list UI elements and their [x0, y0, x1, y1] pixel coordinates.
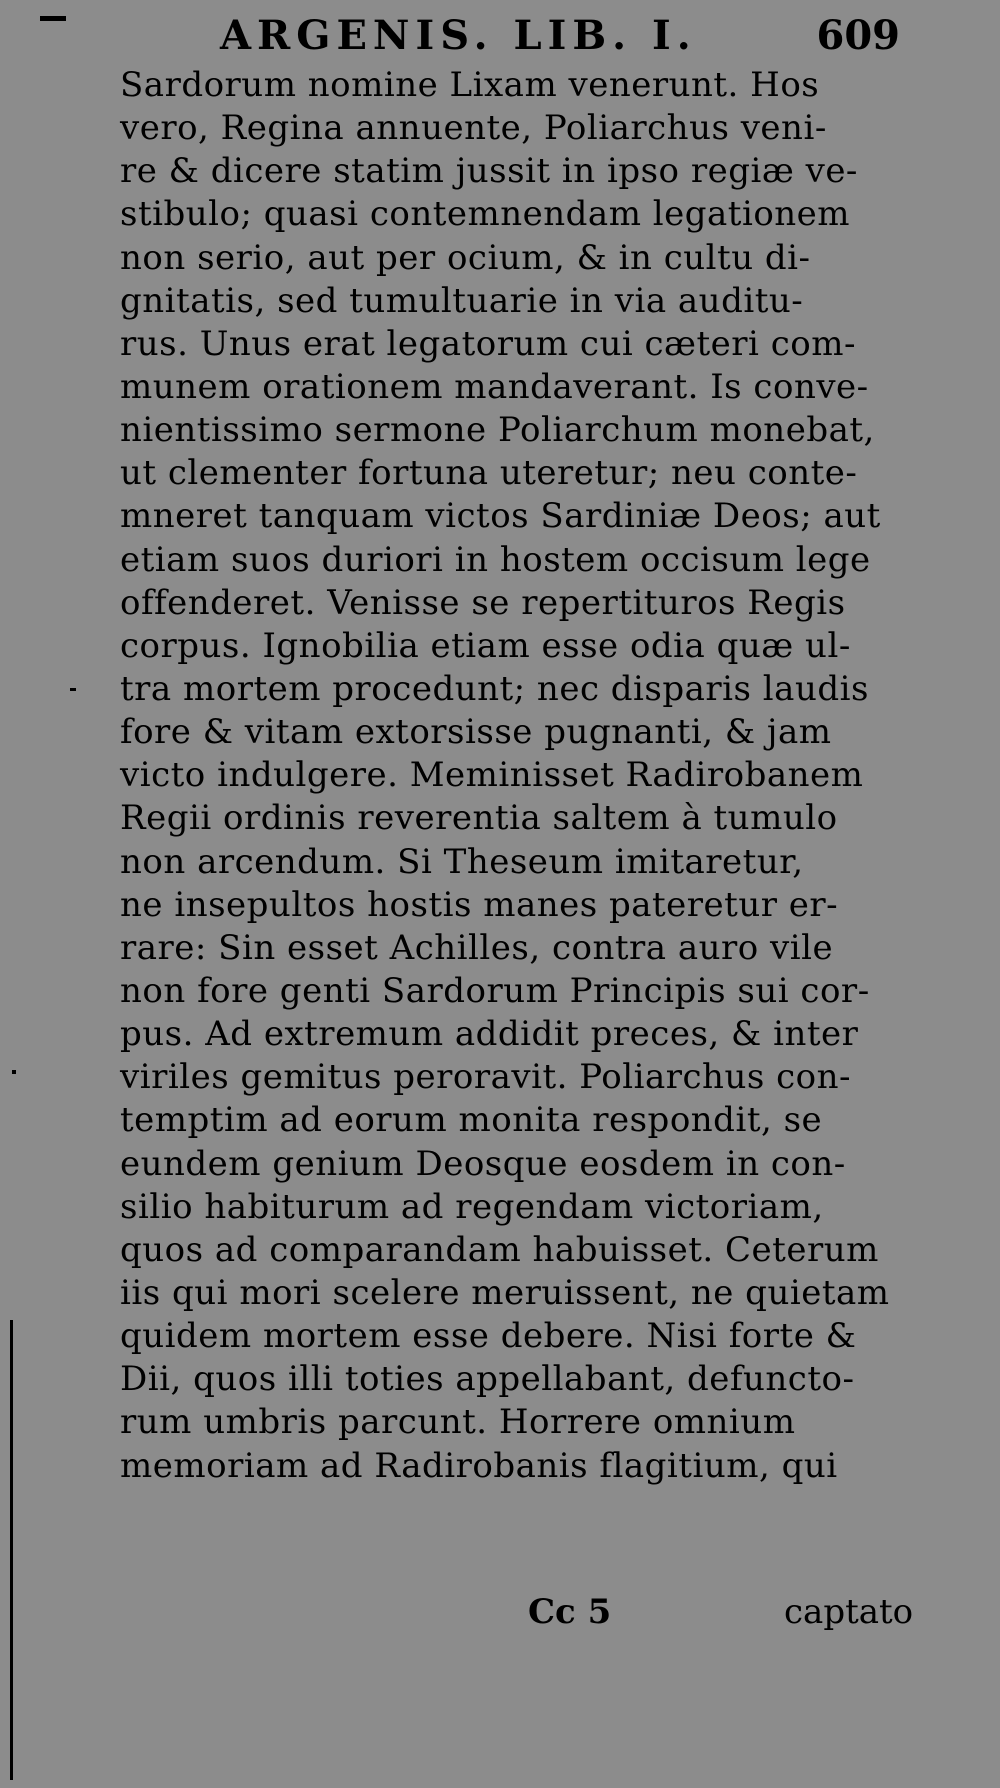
text-line: rum umbris parcunt. Horrere omnium — [120, 1402, 796, 1443]
text-line: nientissimo sermone Poliarchum monebat, — [120, 410, 875, 451]
text-line: pus. Ad extremum addidit preces, & inter — [120, 1014, 859, 1055]
text-line: non fore genti Sardorum Principis sui cor- — [120, 970, 870, 1011]
signature-mark: Cc 5 — [528, 1592, 612, 1632]
text-line: fore & vitam extorsisse pugnanti, & jam — [120, 712, 832, 753]
text-line: munem orationem mandaverant. Is conve- — [120, 366, 869, 407]
ink-speck — [70, 688, 76, 691]
text-line: rus. Unus erat legatorum cui cæteri com- — [120, 323, 856, 364]
catchline — [0, 1592, 1000, 1642]
text-line: ne insepultos hostis manes pateretur er- — [120, 884, 839, 925]
catchword: captato — [784, 1592, 914, 1632]
text-line: rare: Sin esset Achilles, contra auro vile — [120, 927, 834, 968]
ink-speck — [40, 16, 66, 21]
running-head — [220, 12, 920, 62]
text-line: corpus. Ignobilia etiam esse odia quæ ul- — [120, 625, 851, 666]
text-line: quos ad comparandam habuisset. Ceterum — [120, 1229, 879, 1270]
page-number: 609 — [816, 12, 900, 59]
body-text — [120, 64, 920, 1488]
text-line: tra mortem procedunt; nec disparis laudis — [120, 668, 869, 709]
text-line: re & dicere statim jussit in ipso regiæ ve- — [120, 151, 858, 192]
text-line: victo indulgere. Meminisset Radirobanem — [120, 755, 864, 796]
text-line: offenderet. Venisse se repertituros Regis — [120, 582, 846, 623]
text-line: vero, Regina annuente, Poliarchus veni- — [120, 108, 827, 149]
ink-speck — [12, 1070, 16, 1074]
text-line: Regii ordinis reverentia saltem à tumulo — [120, 798, 838, 839]
text-line: temptim ad eorum monita respondit, se — [120, 1100, 823, 1141]
margin-rule — [10, 1320, 13, 1780]
text-line: quidem mortem esse debere. Nisi forte & — [120, 1316, 857, 1357]
text-line: Dii, quos illi toties appellabant, defuncto- — [120, 1359, 855, 1400]
text-line: eundem genium Deosque eosdem in con- — [120, 1143, 846, 1184]
text-line: iis qui mori scelere meruissent, ne quietam — [120, 1272, 890, 1313]
text-line: gnitatis, sed tumultuarie in via auditu- — [120, 280, 804, 321]
text-line: viriles gemitus peroravit. Poliarchus con- — [120, 1057, 851, 1098]
text-line: non arcendum. Si Theseum imitaretur, — [120, 841, 804, 882]
text-line: non serio, aut per ocium, & in cultu di- — [120, 237, 811, 278]
text-line: mneret tanquam victos Sardiniæ Deos; aut — [120, 496, 881, 537]
text-line: stibulo; quasi contemnendam legationem — [120, 194, 851, 235]
text-line: silio habiturum ad regendam victoriam, — [120, 1186, 824, 1227]
text-line: Sardorum nomine Lixam venerunt. Hos — [120, 65, 820, 105]
running-head-title: ARGENIS. LIB. I. — [220, 12, 697, 59]
text-line: ut clementer fortuna uteretur; neu conte- — [120, 453, 858, 494]
text-line: etiam suos duriori in hostem occisum lege — [120, 539, 871, 580]
text-line: memoriam ad Radirobanis flagitium, qui — [120, 1445, 838, 1486]
